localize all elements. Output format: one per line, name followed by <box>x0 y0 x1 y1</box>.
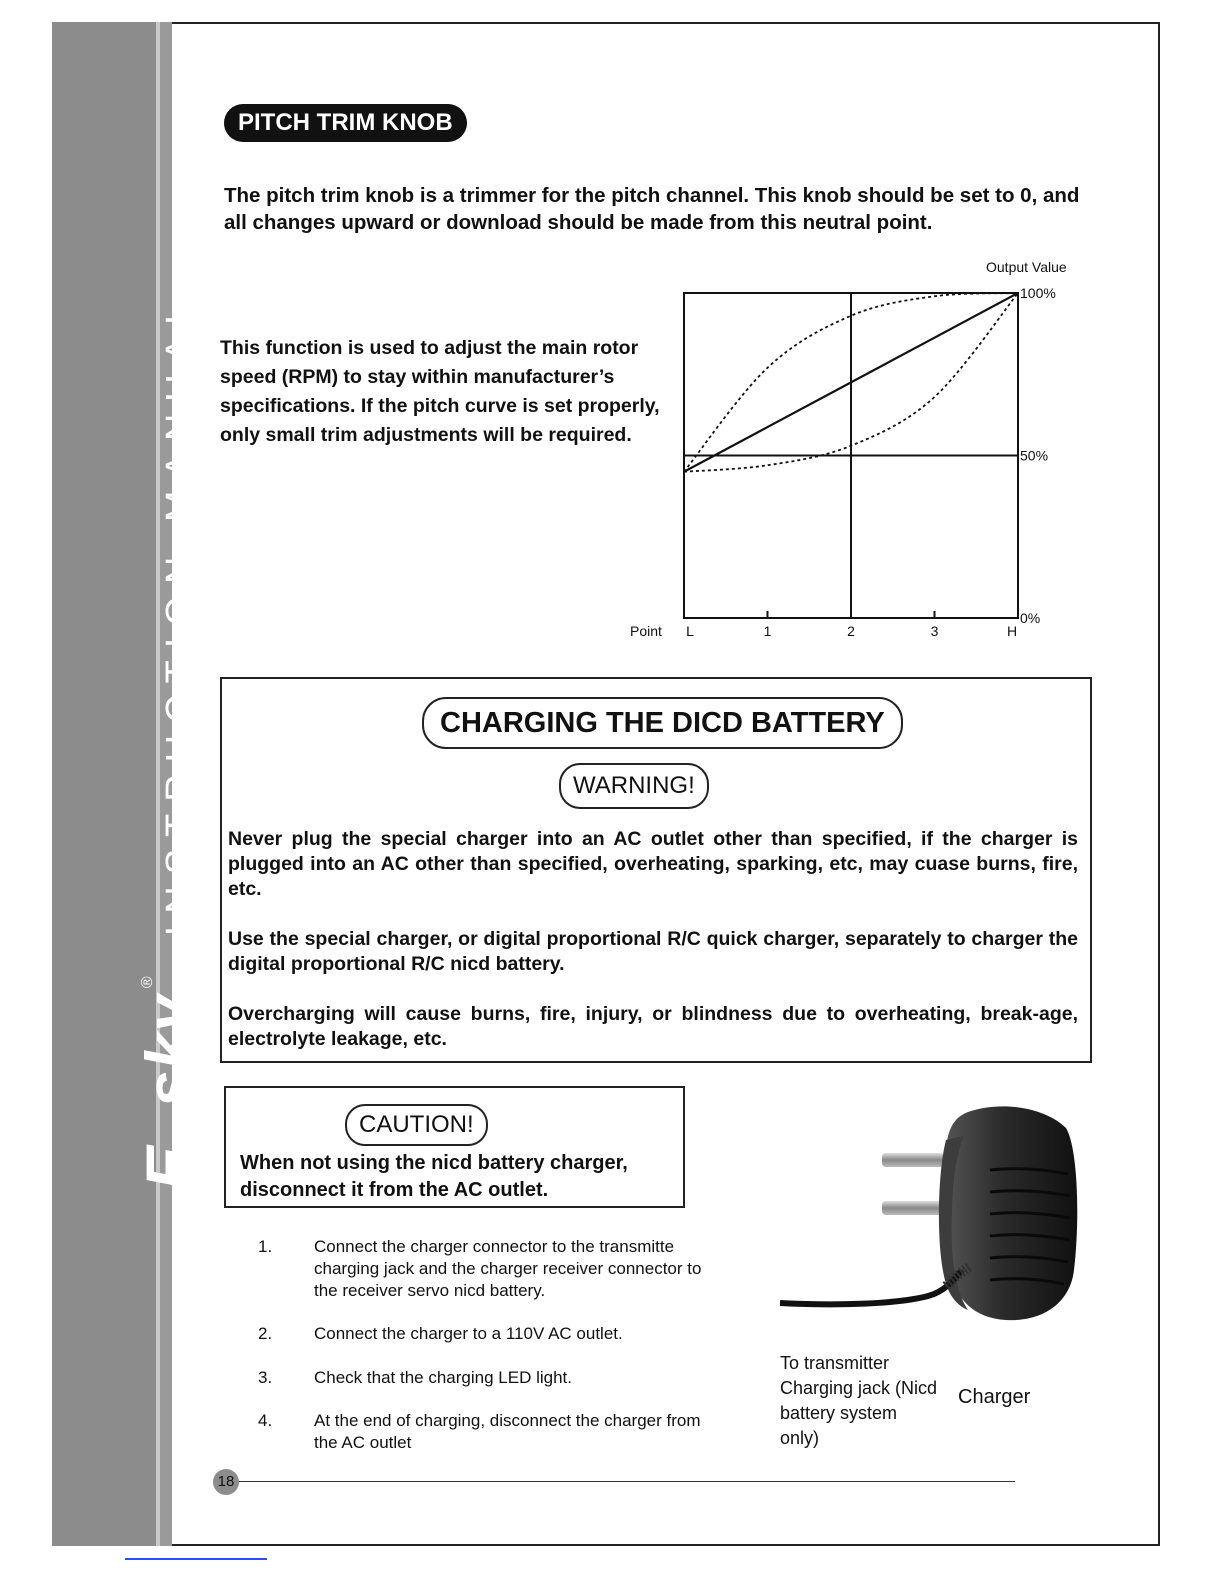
chart-y-tick-label: 50% <box>1020 447 1049 464</box>
chart-x-tick-label: L <box>686 623 694 639</box>
chart-y-tick-label: 100% <box>1020 285 1056 301</box>
manual-title: INSTRUCTION MANUAL <box>159 291 201 937</box>
caution-text: When not using the nicd battery charger, disconnect it from the AC outlet. <box>240 1152 628 1201</box>
caution-badge: CAUTION! <box>345 1104 488 1146</box>
pitch-trim-heading: PITCH TRIM KNOB <box>224 104 467 142</box>
charging-panel <box>220 677 1092 1063</box>
step-number: 2. <box>258 1324 273 1343</box>
chart-x-ticks <box>686 611 1017 639</box>
step-number: 3. <box>258 1368 273 1387</box>
chart-x-tick-label: 2 <box>847 623 855 639</box>
chart-x-tick-label: 1 <box>763 623 772 639</box>
chart-y-axis-title: Output Value <box>986 259 1067 275</box>
pitch-trim-description: This function is used to adjust the main rotor speed (RPM) to stay within manufacturer’s specifications. If the pitch curve is set properly, only small trim adjustments will be required. <box>220 337 660 446</box>
step-text: Check that the charging LED light. <box>314 1368 572 1387</box>
charger-caption: Charger <box>958 1386 1031 1408</box>
plug-prong <box>882 1153 944 1167</box>
caution-panel <box>224 1086 685 1208</box>
pitch-trim-intro: The pitch trim knob is a trimmer for the pitch channel. This knob should be set to 0, and all changes upward or download should be made from this neutral point. <box>224 184 1080 234</box>
jack-caption: To transmitter Charging jack (Nicd battery system only) <box>780 1353 938 1448</box>
charging-title: CHARGING THE DICD BATTERY <box>422 697 903 749</box>
pitch-curve-chart <box>620 255 1100 650</box>
step-number: 4. <box>258 1411 273 1430</box>
plug-prong <box>882 1201 944 1215</box>
warning-paragraph: Never plug the special charger into an AC outlet other than specified, if the charger is plugged into an AC other than specified, overheating, sparking, etc, may cuase burns, fire, etc. <box>228 828 1078 900</box>
step-text: Connect the charger to a 110V AC outlet. <box>314 1324 623 1343</box>
chart-x-tick-label: H <box>1006 623 1018 639</box>
chart-x-axis-title: Point <box>630 623 662 639</box>
charger-illustration <box>778 1100 1098 1330</box>
step-number: 1. <box>258 1237 273 1256</box>
step-text: At the end of charging, disconnect the charger from the AC outlet <box>314 1411 701 1452</box>
charger-cable <box>780 1270 962 1304</box>
chart-y-ticks <box>1020 285 1056 626</box>
warning-badge: WARNING! <box>559 763 709 809</box>
warning-paragraph: Use the special charger, or digital proportional R/C quick charger, separately to charger the digital proportional R/C nicd battery. <box>228 928 1078 975</box>
brand-logo: E_sky <box>132 994 206 1190</box>
footer-rule <box>239 1481 1015 1482</box>
chart-x-tick-label: 3 <box>930 623 939 639</box>
page-number: 18 <box>213 1469 239 1495</box>
footer-link-underline <box>125 1558 267 1560</box>
step-text: Connect the charger connector to the transmitte charging jack and the charger receiver connector to the receiver servo nicd battery. <box>314 1237 702 1300</box>
sidebar-branding <box>131 292 207 1190</box>
registered-mark: ® <box>139 976 156 989</box>
warning-paragraph: Overcharging will cause burns, fire, injury, or blindness due to overheating, break-age, electrolyte leakage, etc. <box>228 1003 1078 1050</box>
chart-y-tick-label: 0% <box>1020 610 1041 626</box>
